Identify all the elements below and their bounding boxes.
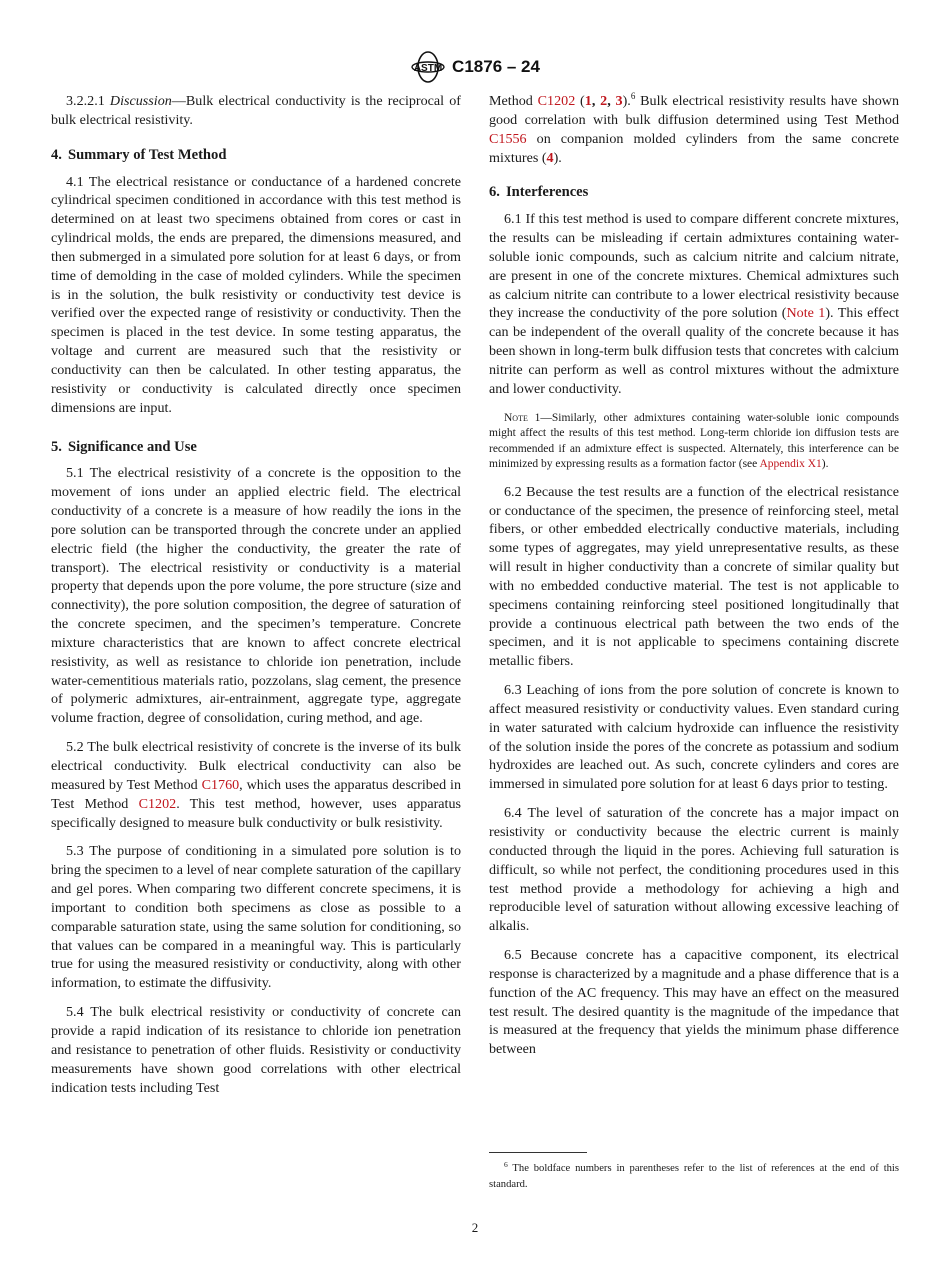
section-heading-6 xyxy=(489,183,899,202)
reference-link-1[interactable]: 1 xyxy=(584,93,592,109)
footnote-6 xyxy=(489,1161,899,1193)
paragraph-6-2: 6.2 Because the test results are a function of the electrical resistance or conductance of the specimen, the presence of reinforcing steel, metal fibers, or other embedded electrically conductive materials, including some types of aggregates, may yield unrepresentative results, as these will result in higher conductivity than a concrete of similar quality but with no embedded conductive material. The test is not applicable to specimens containing reinforcing steel positioned longitudinally that provide a continuous electrical path between the two ends of the specimen, and it is not applicable to specimens containing discrete metallic fibers. xyxy=(489,483,899,670)
section-title: Summary of Test Method xyxy=(67,146,227,163)
paragraph-5-1: 5.1 The electrical resistivity of a concrete is the opposition to the movement of ions under an applied electric field. The electrical conductivity of a concrete is a measure of how readily the ions in the pore solution can be transported through the concrete under an applied electric field (the higher the conductivity, the greater the rate of transport). The electrical resistivity or conductivity is a material property that depends upon the pore volume, the pore structure (size and connectivity), the pore solution composition, the degree of saturation of the concrete specimen, and the specimen’s temperature. Concrete mixture characteristics that are known to affect concrete electrical resistivity, as well as resistance to chloride ion penetration, include water-cementitious materials ratio, pozzolans, slag cement, the presence of polymeric admixtures, air-entrainment, aggregate type, aggregate volume fraction, degree of consolidation, curing method, and age. xyxy=(51,465,461,727)
reference-link-2[interactable]: 2 xyxy=(600,93,608,109)
paragraph-4-1: 4.1 The electrical resistance or conductance of a hardened concrete cylindrical specimen conditioned in accordance with this test method is determined on at least two specimens obtained from cores or cast in cylindrical molds, the ends are prepared, the dimensions measured, and then submerged in a simulated pore solution for at least 6 days, or from time of demolding in the case of molded cylinders. While the specimen is in the solution, the bulk resistivity or conductivity test device is verified over the expected range of resistivity or conductivity. Then the specimen is placed in the test device. In some testing apparatus, the voltage and current are measured such that the resistivity or conductivity can then be calculated. In other testing apparatus, the resistivity or conductivity is calculated directly once specimen dimensions are input. xyxy=(51,173,461,416)
text: ( xyxy=(575,93,585,109)
reference-link-3[interactable]: 3 xyxy=(615,93,623,109)
section-heading-5 xyxy=(51,438,461,457)
page-number: 2 xyxy=(471,1220,479,1235)
text: ). xyxy=(553,149,562,166)
document-designation: C1876 – 24 xyxy=(452,57,540,76)
reference-link-4[interactable]: 4 xyxy=(546,149,554,166)
section-heading-4 xyxy=(51,146,461,165)
astm-logo-icon xyxy=(410,50,446,84)
text: 5.2 The bulk electrical resistivity of concrete is the inverse of its bulk electrical conductivity. Bulk electrical conductivity can also be measured by Test Method xyxy=(51,739,461,793)
text: , which uses the apparatus described in Test Method xyxy=(51,776,462,812)
link-c1556[interactable]: C1556 xyxy=(489,130,527,147)
footnote-text: The boldface numbers in parentheses refer to the list of references at the end of this standard. xyxy=(489,1163,899,1190)
link-appendix-x1[interactable]: Appendix X1 xyxy=(759,458,822,471)
link-note-1[interactable]: Note 1 xyxy=(786,305,826,322)
footnote-mark: 6 xyxy=(504,1160,508,1169)
separator: , xyxy=(591,93,601,109)
paragraph-5-3: 5.3 The purpose of conditioning in a simulated pore solution is to bring the specimen to a level of near complete saturation of the capillary and gel pores. When comparing two different concrete specimens, it is important to condition both specimens as close as possible to a comparable saturation state, using the same solution for conditioning, so that values can be compared in a meaningful way. This is particularly true for using the measured resistivity or conductivity, along with other information, to estimate the diffusivity. xyxy=(51,843,461,992)
section-number: 5. xyxy=(51,438,62,455)
paragraph-text: Bulk electrical conductivity is the reciprocal of bulk electrical resistivity. xyxy=(51,93,461,128)
footnote-divider xyxy=(489,1152,587,1153)
section-title: Interferences xyxy=(505,184,589,201)
text: . This test method, however, uses apparatus specifically designed to measure bulk conductivity or bulk resistivity. xyxy=(51,795,462,831)
paragraph-6-5: 6.5 Because concrete has a capacitive component, its electrical response is characterized by a magnitude and a phase difference that is a function of the AC frequency. This may have an effect on the measured test result. The desired quantity is the magnitude of the impedance that is measured at the frequency that yields the minimum phase difference between xyxy=(489,947,899,1058)
right-column xyxy=(489,92,899,1069)
text: Bulk electrical resistivity results have shown good correlation with bulk diffusion determined using Test Method xyxy=(489,93,900,128)
text: 6.1 If this test method is used to compare different concrete mixtures, the results can be misleading if certain admixtures containing water-soluble ionic compounds, such as calcium nitrite and calcium nitrate, are present in one of the concrete mixtures. Chemical admixtures such as calcium nitrite can contribute to a lower electrical resistivity because they increase the conductivity of the pore solution ( xyxy=(489,211,899,322)
text: ). This effect can be independent of the overall quality of the concrete because it has been shown in long-term bulk diffusion tests that concretes with calcium nitrite can perform as well as control mixtures without the admixture and lower conductivity. xyxy=(489,305,899,397)
paragraph-6-3: 6.3 Leaching of ions from the pore solution of concrete is known to affect measured resistivity or conductivity values. Even standard curing in water saturated with calcium hydroxide can influence the resistivity of the solution inside the pores of the concrete as potassium and sodium hydroxides are leached out. As such, concrete cylinders and cores are immersed in simulated pore solution for at least 6 days prior to testing. xyxy=(489,682,899,793)
paragraph-6-4: 6.4 The level of saturation of the concrete has a major impact on resistivity or conductivity because the electric current is mainly conducted through the liquid in the pores. Achieving full saturation is difficult, so while not perfect, the conditioning procedures used in this test method provide a methodology for achieving a high and reproducible level of saturation without allowing excessive leaching of alkalis. xyxy=(489,805,899,935)
paragraph-6-1 xyxy=(489,210,899,398)
dash: — xyxy=(171,93,186,109)
svg-text:ASTM: ASTM xyxy=(413,63,443,74)
link-c1202[interactable]: C1202 xyxy=(537,93,576,109)
section-number: 6. xyxy=(489,184,500,201)
link-c1202[interactable]: C1202 xyxy=(138,795,177,812)
text: ). xyxy=(622,93,631,109)
left-column xyxy=(51,92,461,1107)
paragraph-5-4-continued xyxy=(489,92,899,167)
separator: , xyxy=(607,93,616,109)
link-c1760[interactable]: C1760 xyxy=(201,776,240,793)
page-header xyxy=(0,50,950,84)
footnote-marker-6[interactable]: 6 xyxy=(630,91,636,101)
paragraph-3-2-2-1 xyxy=(51,92,461,130)
section-number: 4. xyxy=(51,146,62,163)
paragraph-5-4: 5.4 The bulk electrical resistivity or conductivity of concrete can provide a rapid indication of its resistance to chloride ion penetration and resistance to penetration of other fluids. Resistivity or conductivity measurements have shown good correlations with other electrical indication tests including Test xyxy=(51,1004,461,1096)
text: —Similarly, other admixtures containing water-soluble ionic compounds might affect the results of this test method. Long-term chloride ion diffusion tests are recommended if an admixture effect is suspected. Alternately, this interference can be minimized by expressing results as a formation factor (see xyxy=(489,411,899,471)
term: Discussion xyxy=(109,93,172,109)
paragraph-5-2 xyxy=(51,738,461,832)
text: ). xyxy=(821,458,829,471)
text: Method xyxy=(489,93,538,109)
paragraph-number: 3.2.2.1 xyxy=(66,93,105,109)
text: on companion molded cylinders from the same concrete mixtures ( xyxy=(489,130,899,166)
note-1 xyxy=(489,411,899,473)
section-title: Significance and Use xyxy=(67,438,197,455)
note-label: Note 1 xyxy=(504,411,541,424)
